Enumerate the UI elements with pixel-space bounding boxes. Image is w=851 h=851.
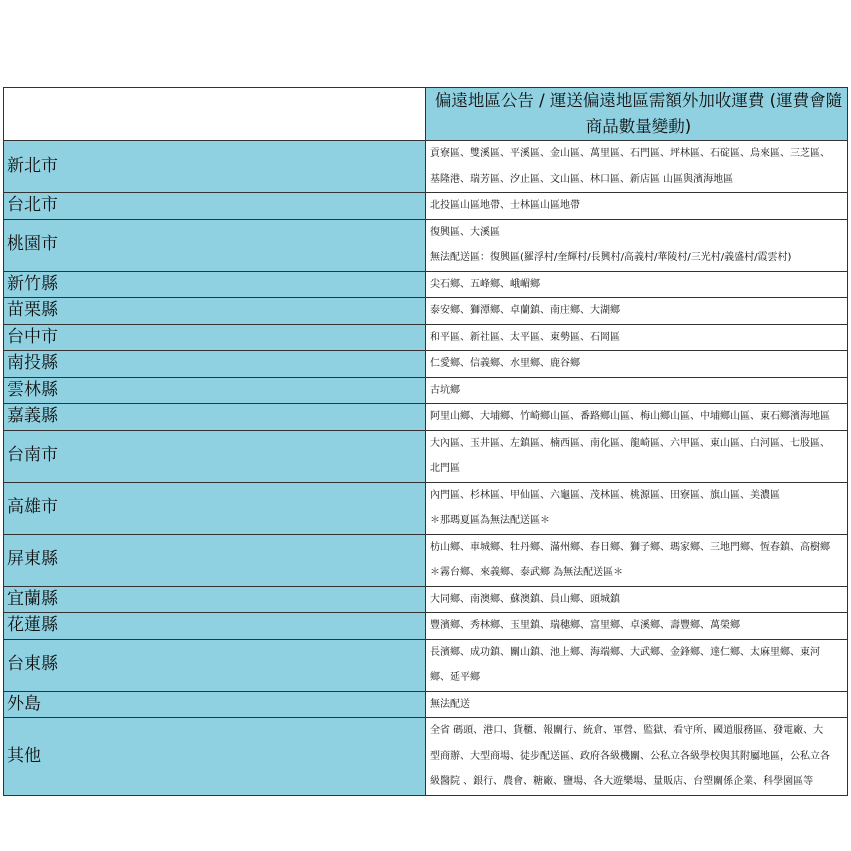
region-name: 南投縣 xyxy=(4,351,426,378)
table-row xyxy=(4,193,848,220)
area-line: 和平區、新社區、太平區、東勢區、石岡區 xyxy=(430,331,620,343)
table-row xyxy=(4,430,848,482)
region-areas xyxy=(426,718,848,796)
area-line: 大同鄉、南澳鄉、蘇澳鎮、員山鄉、頭城鎮 xyxy=(430,593,620,605)
region-areas xyxy=(426,482,848,534)
region-areas xyxy=(426,534,848,586)
region-areas xyxy=(426,351,848,378)
region-areas xyxy=(426,324,848,351)
table-row xyxy=(4,298,848,325)
region-name: 花蓮縣 xyxy=(4,613,426,640)
region-name: 高雄市 xyxy=(4,482,426,534)
table-row xyxy=(4,613,848,640)
area-line: 全省 碼頭、港口、貨櫃、報關行、統倉、軍營、監獄、看守所、國道服務區、發電廠、大 xyxy=(430,725,824,736)
region-name: 宜蘭縣 xyxy=(4,586,426,613)
area-line: 鄉、延平鄉 xyxy=(430,672,480,683)
region-name: 桃園市 xyxy=(4,219,426,271)
area-line: 古坑鄉 xyxy=(430,384,460,396)
area-line: 北投區山區地帶、士林區山區地帶 xyxy=(430,200,580,211)
header-corner-cell xyxy=(4,88,426,141)
region-name: 雲林縣 xyxy=(4,377,426,404)
region-name: 台北市 xyxy=(4,193,426,220)
area-line: 內門區、杉林區、甲仙區、六龜區、茂林區、桃源區、田寮區、旗山區、美濃區 xyxy=(430,489,780,501)
table-row xyxy=(4,377,848,404)
remote-area-table xyxy=(3,87,848,796)
region-name: 苗栗縣 xyxy=(4,298,426,325)
region-name: 屏東縣 xyxy=(4,534,426,586)
table-row xyxy=(4,482,848,534)
region-name: 台東縣 xyxy=(4,639,426,691)
table-row xyxy=(4,141,848,193)
region-name: 新竹縣 xyxy=(4,271,426,298)
table-body xyxy=(4,88,848,796)
region-name: 台南市 xyxy=(4,430,426,482)
area-line: 復興區、大溪區 xyxy=(430,226,500,238)
region-name: 台中市 xyxy=(4,324,426,351)
region-areas xyxy=(426,639,848,691)
area-line: 仁愛鄉、信義鄉、水里鄉、鹿谷鄉 xyxy=(430,358,580,369)
table-title: 偏遠地區公告 / 運送偏遠地區需額外加收運費 (運費會隨商品數量變動) xyxy=(426,88,848,141)
table-row xyxy=(4,271,848,298)
area-line: 無法配送 xyxy=(430,698,470,710)
table-row xyxy=(4,324,848,351)
table-row xyxy=(4,586,848,613)
region-areas xyxy=(426,193,848,220)
region-areas xyxy=(426,298,848,325)
table-row xyxy=(4,404,848,431)
area-line: 級醫院 、銀行、農會、糖廠、鹽場、各大遊樂場、量販店、台塑關係企業、科學園區等 xyxy=(430,776,814,787)
table-row xyxy=(4,718,848,796)
table-row xyxy=(4,534,848,586)
region-areas xyxy=(426,219,848,271)
area-line: 北門區 xyxy=(430,463,460,474)
area-line: 型商辦、大型商場、徒步配送區、政府各級機關、公私立各級學校與其附屬地區，公私立各 xyxy=(430,750,830,762)
region-areas xyxy=(426,430,848,482)
region-name: 新北市 xyxy=(4,141,426,193)
header-row xyxy=(4,88,848,141)
table-row xyxy=(4,219,848,271)
table-row xyxy=(4,691,848,718)
area-line: 豐濱鄉、秀林鄉、玉里鎮、瑞穗鄉、富里鄉、卓溪鄉、壽豐鄉、萬榮鄉 xyxy=(430,620,740,631)
region-areas xyxy=(426,404,848,431)
area-line: 枋山鄉、車城鄉、牡丹鄉、滿州鄉、春日鄉、獅子鄉、瑪家鄉、三地門鄉、恆春鎮、高樹鄉 xyxy=(430,541,830,553)
area-line: 貢寮區、雙溪區、平溪區、金山區、萬里區、石門區、坪林區、石碇區、烏來區、三芝區、 xyxy=(430,148,830,159)
region-name: 外島 xyxy=(4,691,426,718)
table-row xyxy=(4,351,848,378)
area-line: 阿里山鄉、大埔鄉、竹崎鄉山區、番路鄉山區、梅山鄉山區、中埔鄉山區、東石鄉濱海地區 xyxy=(430,411,830,422)
region-name: 嘉義縣 xyxy=(4,404,426,431)
table-row xyxy=(4,639,848,691)
region-name: 其他 xyxy=(4,718,426,796)
area-line: 基隆港、瑞芳區、汐止區、文山區、林口區、新店區 山區與濱海地區 xyxy=(430,173,734,185)
region-areas xyxy=(426,691,848,718)
region-areas xyxy=(426,586,848,613)
area-line: ＊那瑪夏區為無法配送區＊ xyxy=(430,515,550,526)
region-areas xyxy=(426,271,848,298)
region-areas xyxy=(426,613,848,640)
area-line: 尖石鄉、五峰鄉、峨嵋鄉 xyxy=(430,278,540,290)
area-line: 大內區、玉井區、左鎮區、楠西區、南化區、龍崎區、六甲區、東山區、白河區、七股區、 xyxy=(430,437,830,449)
area-line: ＊霧台鄉、來義鄉、泰武鄉 為無法配送區＊ xyxy=(430,567,624,578)
area-line: 長濱鄉、成功鎮、關山鎮、池上鄉、海端鄉、大武鄉、金鋒鄉、達仁鄉、太麻里鄉、東河 xyxy=(430,646,820,658)
area-line: 泰安鄉、獅潭鄉、卓蘭鎮、南庄鄉、大湖鄉 xyxy=(430,305,620,316)
region-areas xyxy=(426,377,848,404)
region-areas xyxy=(426,141,848,193)
area-line: 無法配送區：復興區(羅浮村/奎輝村/長興村/高義村/華陵村/三光村/義盛村/霞雲村) xyxy=(430,252,792,263)
